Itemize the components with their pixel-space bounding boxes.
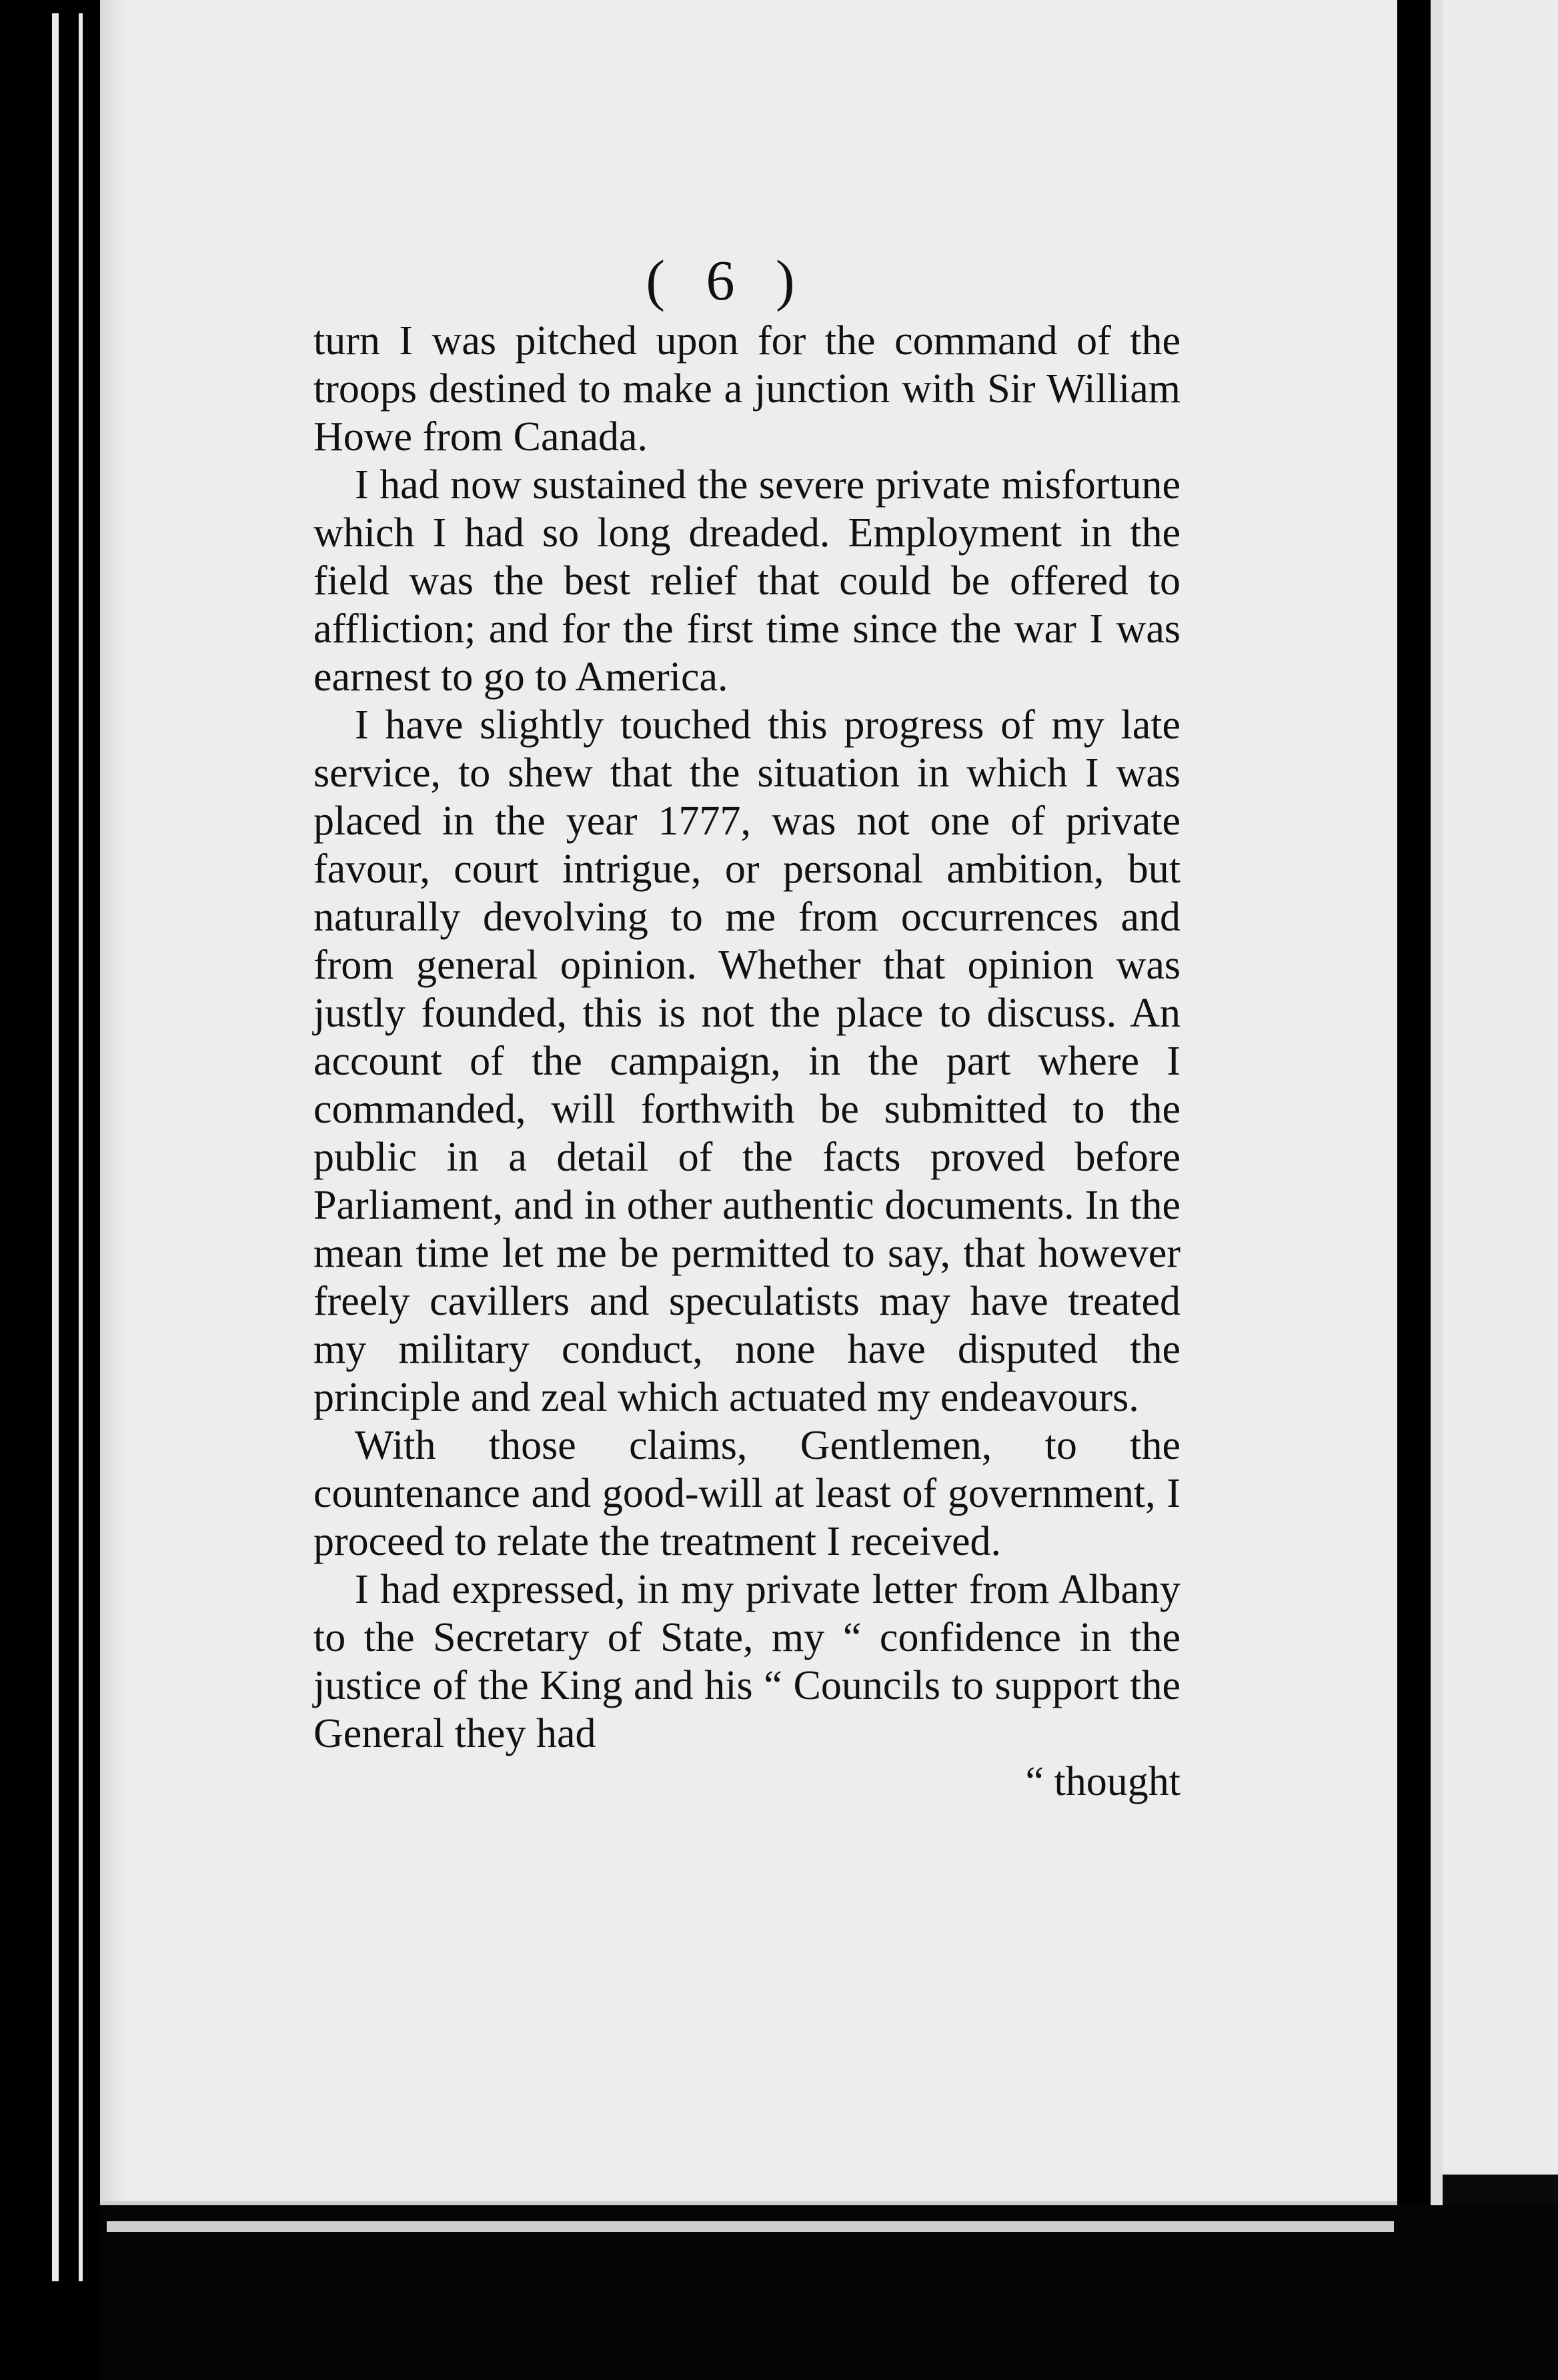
catchword: “ thought [1025,1759,1181,1804]
page-gutter [1397,0,1431,2380]
page-shadow [100,0,127,2201]
binding-edge-line [79,13,83,2281]
gutter-edge [1431,0,1443,2380]
binding-edge-line [52,13,59,2281]
page-number: ( 6 ) [646,248,808,312]
paragraph: I had expressed, in my private letter from Albany to the Secretary of State, my “ confidence in the justice of the King and his “ Councils to support the General they had [313,1567,1181,1756]
adjacent-page [1443,0,1558,2175]
page-bottom-edge [107,2221,1394,2232]
paragraph: I had now sustained the severe private misfortune which I had so long dreaded. Employment in the field was the best relief that could be offered to affliction; and for the first time since the war I was earnest to go to America. [313,462,1181,700]
paragraph: I have slightly touched this progress of my late service, to shew that the situation in which I was placed in the year 1777, was not one of private favour, court intrigue, or personal ambition, but naturally devolving to me from occurrences and from general opinion. Whether that opinion was justly founded, this is not the place to discuss. An account of the campaign, in the part where I commanded, will forthwith be submitted to the public in a detail of the facts proved before Parliament, and in other authentic documents. In the mean time let me be permitted to say, that however freely cavillers and speculatists may have treated my military conduct, none have disputed the principle and zeal which actuated my endeavours. [313,702,1181,1420]
paragraph: With those claims, Gentlemen, to the countenance and good-will at least of government, I proceed to relate the treatment I received. [313,1423,1181,1564]
binding-margin [0,0,100,2380]
body-text [313,317,1181,1806]
paragraph: turn I was pitched upon for the command of the troops destined to make a junction with Sir William Howe from Canada. [313,318,1181,460]
